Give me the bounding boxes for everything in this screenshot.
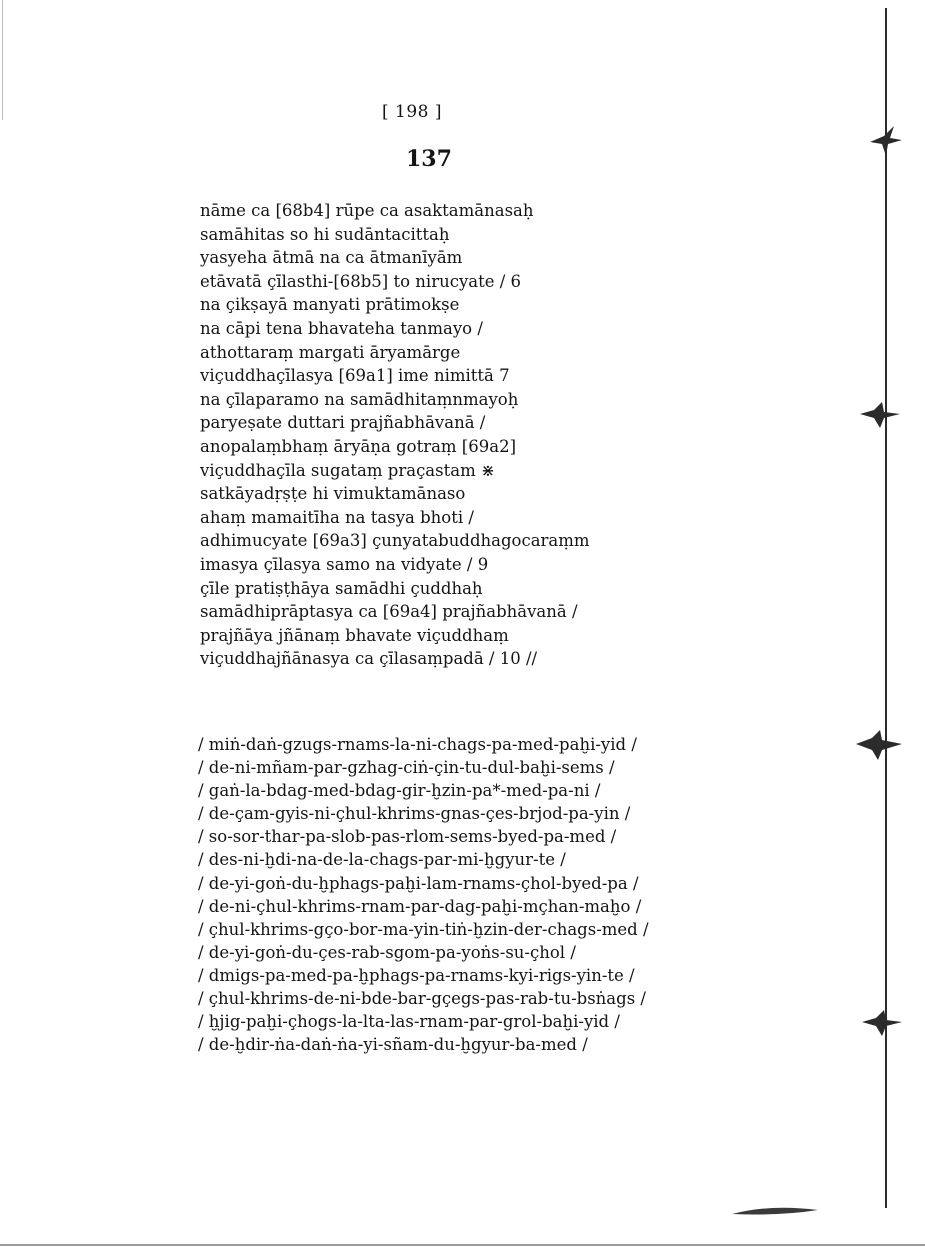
sanskrit-line: imasya çīlasya samo na vidyate / 9 [200, 554, 489, 574]
sanskrit-line: viçuddhaçīlasya [69a1] ime nimittā 7 [200, 366, 510, 386]
tibetan-line: / çhul-khrims-gço-bor-ma-yin-tiṅ-ḫzin-der-chags-med / [198, 919, 649, 939]
ink-blot-mark [866, 122, 906, 158]
tibetan-line: / so-sor-thar-pa-slob-pas-rlom-sems-byed-pa-med / [198, 827, 617, 847]
tibetan-line: / de-yi-goṅ-du-çes-rab-sgom-pa-yoṅs-su-çhol / [198, 942, 576, 962]
tibetan-line: / de-ḫdir-ṅa-daṅ-ṅa-yi-sñam-du-ḫgyur-ba-med / [198, 1035, 588, 1055]
sanskrit-line: satkāyadṛṣṭe hi vimuktamānaso [200, 484, 466, 504]
page-number-bracketed: [ 198 ] [382, 102, 443, 122]
sanskrit-line: na çikṣayā manyati prātimokṣe [200, 295, 460, 315]
sanskrit-line: ahaṃ mamaitīha na tasya bhoti / [200, 507, 474, 527]
sanskrit-line: yasyeha ātmā na ca ātmanīyām [200, 248, 463, 268]
tibetan-line: / de-çam-gyis-ni-çhul-khrims-gnas-çes-brjod-pa-yin / [198, 804, 631, 824]
sanskrit-line: anopalaṃbhaṃ āryāṇa gotraṃ [69a2] [200, 436, 517, 456]
sanskrit-line: prajñāya jñānaṃ bhavate viçuddhaṃ [200, 625, 509, 645]
tibetan-line: / de-ni-mñam-par-gzhag-ciṅ-çin-tu-dul-baḫi-sems / [198, 758, 615, 778]
sanskrit-line: paryeṣate duttari prajñabhāvanā / [200, 413, 486, 433]
tibetan-line: / miṅ-daṅ-gzugs-rnams-la-ni-chags-pa-med-paḫi-yid / [198, 735, 637, 754]
sanskrit-line: etāvatā çīlasthi-[68b5] to nirucyate / 6 [200, 271, 522, 291]
sanskrit-line: çīle pratiṣṭhāya samādhi çuddhaḥ [200, 578, 483, 598]
sanskrit-line: viçuddhajñānasya ca çīlasaṃpadā / 10 // [200, 649, 538, 669]
ink-blot-mark [860, 1008, 904, 1038]
tibetan-line: / de-ni-çhul-khrims-rnam-par-dag-paḫi-mçhan-maḫo / [198, 896, 642, 916]
bottom-scan-rule [0, 1244, 925, 1246]
smudge-mark [730, 1202, 820, 1218]
tibetan-translation-block [198, 733, 649, 1056]
tibetan-line: / dmigs-pa-med-pa-ḫphags-pa-rnams-kyi-rigs-yin-te / [198, 965, 635, 985]
sanskrit-line: viçuddhaçīla sugataṃ praçastam ⋇ [200, 460, 495, 480]
sanskrit-line: nāme ca [68b4] rūpe ca asaktamānasaḥ [200, 201, 534, 220]
leaf-number: 137 [406, 146, 452, 172]
left-margin-scan-line [2, 0, 3, 120]
tibetan-line: / de-yi-goṅ-du-ḫphags-paḫi-lam-rnams-çhol-byed-pa / [198, 873, 639, 893]
sanskrit-line: adhimucyate [69a3] çunyatabuddhagocaraṃm [200, 531, 590, 551]
tibetan-line: / gaṅ-la-bdag-med-bdag-gir-ḫzin-pa*-med-pa-ni / [198, 781, 601, 801]
sanskrit-line: samāhitas so hi sudāntacittaḥ [200, 224, 450, 244]
tibetan-line: / çhul-khrims-de-ni-bde-bar-gçegs-pas-rab-tu-bsṅags / [198, 989, 646, 1009]
sanskrit-line: samādhiprāptasya ca [69a4] prajñabhāvanā / [200, 602, 578, 622]
sanskrit-line: na cāpi tena bhavateha tanmayo / [200, 318, 483, 338]
tibetan-line: / ḫjig-paḫi-çhogs-la-lta-las-rnam-par-grol-baḫi-yid / [198, 1012, 620, 1032]
sanskrit-line: na çīlaparamo na samādhitaṃnmayoḥ [200, 389, 519, 409]
sanskrit-verse-block [200, 199, 590, 671]
ink-blot-mark [858, 400, 902, 430]
tibetan-line: / des-ni-ḫdi-na-de-la-chags-par-mi-ḫgyur-te / [198, 850, 566, 870]
ink-blot-mark [854, 728, 904, 762]
sanskrit-line: athottaraṃ margati āryamārge [200, 342, 461, 362]
